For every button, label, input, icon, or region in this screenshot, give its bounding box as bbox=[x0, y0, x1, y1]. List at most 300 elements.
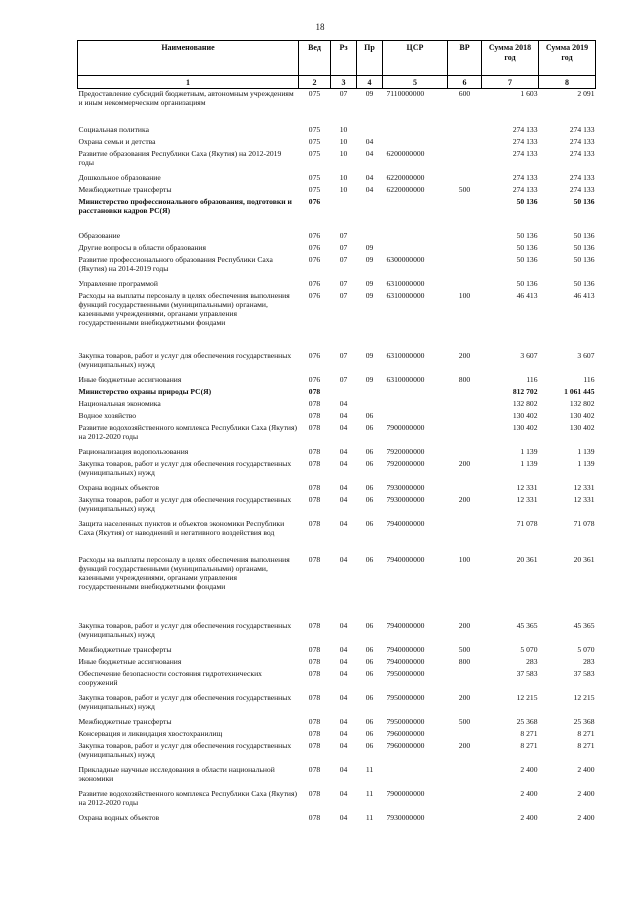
row-sum-2019: 1 061 445 bbox=[564, 386, 595, 396]
row-name: Охрана водных объектов bbox=[78, 482, 160, 492]
row-ved: 076 bbox=[308, 230, 321, 240]
row-rz: 04 bbox=[339, 446, 348, 456]
row-vr: 500 bbox=[458, 716, 471, 726]
row-csr: 7930000000 bbox=[386, 482, 425, 492]
row-vr: 100 bbox=[458, 290, 471, 300]
row-csr: 7950000000 bbox=[386, 692, 425, 702]
row-name: Водное хозяйство bbox=[78, 410, 137, 420]
row-csr bbox=[383, 231, 448, 243]
row-rz: 04 bbox=[339, 764, 348, 774]
table-row bbox=[78, 125, 596, 137]
row-pr: 04 bbox=[365, 136, 374, 146]
col-header-vr: ВР bbox=[448, 41, 482, 76]
row-sum-2019: 12 215 bbox=[573, 692, 595, 702]
row-rz: 07 bbox=[339, 89, 348, 98]
row-csr bbox=[383, 125, 448, 137]
row-rz bbox=[331, 197, 357, 231]
row-vr bbox=[448, 765, 482, 789]
row-ved: 076 bbox=[308, 350, 321, 360]
row-rz: 04 bbox=[339, 812, 348, 822]
table-row bbox=[78, 519, 596, 555]
row-ved: 075 bbox=[308, 136, 321, 146]
row-csr: 7960000000 bbox=[386, 728, 425, 738]
table-row bbox=[78, 717, 596, 729]
row-rz: 04 bbox=[339, 740, 348, 750]
row-ved: 078 bbox=[308, 386, 321, 396]
row-pr: 04 bbox=[365, 172, 374, 182]
row-pr: 06 bbox=[365, 668, 374, 678]
row-sum-2019: 1 139 bbox=[577, 458, 595, 468]
row-vr bbox=[448, 387, 482, 399]
col-number: 1 bbox=[78, 76, 299, 89]
row-sum-2018: 50 136 bbox=[516, 254, 538, 264]
row-ved: 078 bbox=[308, 668, 321, 678]
row-pr: 04 bbox=[365, 184, 374, 194]
row-vr bbox=[448, 519, 482, 555]
row-sum-2018: 1 139 bbox=[520, 446, 538, 456]
row-csr: 7900000000 bbox=[386, 422, 425, 432]
row-vr bbox=[448, 137, 482, 149]
row-vr: 500 bbox=[458, 644, 471, 654]
row-name: Закупка товаров, работ и услуг для обеспечения государственных (муниципальных) нужд bbox=[78, 740, 292, 759]
row-vr bbox=[448, 255, 482, 279]
row-name: Охрана семьи и детства bbox=[78, 136, 156, 146]
row-sum-2018: 283 bbox=[526, 656, 538, 666]
row-sum-2019: 130 402 bbox=[569, 410, 595, 420]
row-csr: 6310000000 bbox=[386, 374, 425, 384]
table-row bbox=[78, 645, 596, 657]
row-pr: 06 bbox=[365, 494, 374, 504]
row-rz: 10 bbox=[339, 184, 348, 194]
row-sum-2018: 50 136 bbox=[516, 242, 538, 252]
row-ved: 078 bbox=[308, 398, 321, 408]
row-ved: 075 bbox=[308, 148, 321, 158]
row-pr bbox=[357, 399, 383, 411]
col-header-sum-2019: Сумма 2019 год bbox=[539, 41, 596, 76]
table-row bbox=[78, 291, 596, 351]
row-vr bbox=[448, 149, 482, 173]
row-pr bbox=[357, 387, 383, 399]
row-csr: 7960000000 bbox=[386, 740, 425, 750]
row-sum-2019: 274 133 bbox=[569, 124, 595, 134]
col-number: 4 bbox=[357, 76, 383, 89]
row-name: Межбюджетные трансферты bbox=[78, 644, 172, 654]
row-pr: 06 bbox=[365, 410, 374, 420]
row-pr: 06 bbox=[365, 518, 374, 528]
row-ved: 078 bbox=[308, 518, 321, 528]
row-pr: 06 bbox=[365, 740, 374, 750]
table-row bbox=[78, 813, 596, 825]
row-csr: 6300000000 bbox=[386, 254, 425, 264]
row-name: Дошкольное образование bbox=[78, 172, 161, 182]
row-rz: 07 bbox=[339, 290, 348, 300]
row-pr: 06 bbox=[365, 554, 374, 564]
row-name: Закупка товаров, работ и услуг для обеспечения государственных (муниципальных) нужд bbox=[78, 350, 292, 369]
table-row bbox=[78, 375, 596, 387]
row-sum-2019: 71 078 bbox=[573, 518, 595, 528]
row-vr: 200 bbox=[458, 740, 471, 750]
row-sum-2018: 45 365 bbox=[516, 620, 538, 630]
row-name: Развитие профессионального образования Республики Саха (Якутия) на 2014-2019 годы bbox=[78, 254, 273, 273]
table-row bbox=[78, 89, 596, 125]
row-name: Закупка товаров, работ и услуг для обеспечения государственных (муниципальных) нужд bbox=[78, 620, 292, 639]
row-vr: 800 bbox=[458, 374, 471, 384]
budget-table bbox=[77, 40, 596, 825]
row-name: Защита населенных пунктов и объектов экономики Республики Саха (Якутия) от наводнений и негативного воздействия вод bbox=[78, 518, 285, 537]
row-ved: 075 bbox=[308, 184, 321, 194]
row-name: Закупка товаров, работ и услуг для обеспечения государственных (муниципальных) нужд bbox=[78, 494, 292, 513]
col-number: 2 bbox=[299, 76, 331, 89]
table-row bbox=[78, 279, 596, 291]
row-ved: 078 bbox=[308, 422, 321, 432]
row-csr: 7110000000 bbox=[386, 89, 425, 98]
row-ved: 076 bbox=[308, 374, 321, 384]
row-rz: 10 bbox=[339, 136, 348, 146]
row-sum-2019: 46 413 bbox=[573, 290, 595, 300]
row-vr: 600 bbox=[458, 89, 471, 98]
table-row bbox=[78, 741, 596, 765]
row-sum-2018: 130 402 bbox=[512, 422, 538, 432]
row-pr: 09 bbox=[365, 278, 374, 288]
row-name: Национальная экономика bbox=[78, 398, 161, 408]
row-sum-2019: 25 368 bbox=[573, 716, 595, 726]
row-name: Другие вопросы в области образования bbox=[78, 242, 206, 252]
row-csr: 7940000000 bbox=[386, 644, 425, 654]
row-vr bbox=[448, 173, 482, 185]
row-name: Развитие водохозяйственного комплекса Республики Саха (Якутия) на 2012-2020 годы bbox=[78, 788, 297, 807]
table-row bbox=[78, 789, 596, 813]
row-name: Обеспечение безопасности состояния гидротехнических сооружений bbox=[78, 668, 262, 687]
row-sum-2019: 274 133 bbox=[569, 148, 595, 158]
row-rz: 04 bbox=[339, 458, 348, 468]
row-vr bbox=[448, 279, 482, 291]
row-ved: 078 bbox=[308, 716, 321, 726]
row-pr: 04 bbox=[365, 148, 374, 158]
row-sum-2018: 50 136 bbox=[516, 278, 538, 288]
row-name: Прикладные научные исследования в области национальной экономики bbox=[78, 764, 275, 783]
page-number: 18 bbox=[315, 22, 325, 32]
row-ved: 078 bbox=[308, 656, 321, 666]
row-name: Закупка товаров, работ и услуг для обеспечения государственных (муниципальных) нужд bbox=[78, 458, 292, 477]
row-csr: 6310000000 bbox=[386, 350, 425, 360]
row-sum-2018: 274 133 bbox=[512, 124, 538, 134]
row-sum-2019: 45 365 bbox=[573, 620, 595, 630]
row-name: Расходы на выплаты персоналу в целях обеспечения выполнения функций государственными (муниципальными) органами, казенными учреждениями, органами управления государственными внебюджетными фондами bbox=[78, 554, 290, 592]
row-sum-2019: 130 402 bbox=[569, 422, 595, 432]
row-ved: 075 bbox=[308, 172, 321, 182]
col-number: 8 bbox=[539, 76, 596, 89]
row-csr: 6310000000 bbox=[386, 290, 425, 300]
row-rz: 04 bbox=[339, 398, 348, 408]
row-rz: 07 bbox=[339, 374, 348, 384]
row-sum-2019: 50 136 bbox=[573, 230, 595, 240]
table-body bbox=[78, 89, 596, 825]
row-rz: 07 bbox=[339, 254, 348, 264]
row-sum-2018: 50 136 bbox=[516, 196, 538, 206]
row-name: Развитие образования Республики Саха (Якутия) на 2012-2019 годы bbox=[78, 148, 282, 167]
row-sum-2019: 116 bbox=[583, 374, 595, 384]
row-ved: 078 bbox=[308, 620, 321, 630]
col-header-csr: ЦСР bbox=[383, 41, 448, 76]
row-vr: 100 bbox=[458, 554, 471, 564]
row-sum-2019: 3 607 bbox=[577, 350, 595, 360]
row-vr bbox=[448, 411, 482, 423]
row-name: Иные бюджетные ассигнования bbox=[78, 374, 182, 384]
row-sum-2019: 50 136 bbox=[573, 196, 595, 206]
row-vr bbox=[448, 483, 482, 495]
table-row bbox=[78, 765, 596, 789]
row-sum-2018: 46 413 bbox=[516, 290, 538, 300]
table-row bbox=[78, 657, 596, 669]
row-sum-2019: 2 400 bbox=[577, 764, 595, 774]
row-sum-2018: 2 400 bbox=[520, 788, 538, 798]
row-name: Консервация и ликвидация хвостохранилищ bbox=[78, 728, 223, 738]
row-pr: 09 bbox=[365, 254, 374, 264]
row-csr bbox=[383, 243, 448, 255]
table-row bbox=[78, 149, 596, 173]
table-row bbox=[78, 459, 596, 483]
row-pr: 09 bbox=[365, 242, 374, 252]
row-ved: 078 bbox=[308, 728, 321, 738]
row-sum-2019: 283 bbox=[583, 656, 595, 666]
row-sum-2019: 2 400 bbox=[577, 788, 595, 798]
table-row bbox=[78, 387, 596, 399]
row-name: Рационализация водопользования bbox=[78, 446, 189, 456]
row-rz: 07 bbox=[339, 278, 348, 288]
row-rz: 04 bbox=[339, 518, 348, 528]
row-name: Закупка товаров, работ и услуг для обеспечения государственных (муниципальных) нужд bbox=[78, 692, 292, 711]
row-vr: 200 bbox=[458, 494, 471, 504]
row-vr bbox=[448, 789, 482, 813]
row-name: Расходы на выплаты персоналу в целях обеспечения выполнения функций государственными (муниципальными) органами, казенными учреждениями, органами управления государственными внебюджетными фондами bbox=[78, 290, 290, 328]
row-ved: 078 bbox=[308, 446, 321, 456]
row-rz: 04 bbox=[339, 716, 348, 726]
row-ved: 078 bbox=[308, 458, 321, 468]
row-csr: 7930000000 bbox=[386, 812, 425, 822]
row-csr: 7940000000 bbox=[386, 656, 425, 666]
row-ved: 078 bbox=[308, 764, 321, 774]
row-name: Министерство охраны природы РС(Я) bbox=[78, 386, 212, 396]
row-csr: 6220000000 bbox=[386, 184, 425, 194]
col-header-pr: Пр bbox=[357, 41, 383, 76]
row-sum-2018: 12 215 bbox=[516, 692, 538, 702]
row-pr: 11 bbox=[365, 764, 374, 774]
row-name: Предоставление субсидий бюджетным, автономным учреждениям и иным некоммерческим организациям bbox=[78, 89, 294, 108]
row-ved: 078 bbox=[308, 410, 321, 420]
col-header-sum-2018: Сумма 2018 год bbox=[482, 41, 539, 76]
table-row bbox=[78, 669, 596, 693]
row-sum-2018: 274 133 bbox=[512, 184, 538, 194]
col-header-rz: Рз bbox=[331, 41, 357, 76]
row-vr: 800 bbox=[458, 656, 471, 666]
table-row bbox=[78, 231, 596, 243]
row-vr bbox=[448, 669, 482, 693]
table-row bbox=[78, 243, 596, 255]
row-sum-2018: 37 583 bbox=[516, 668, 538, 678]
row-sum-2018: 25 368 bbox=[516, 716, 538, 726]
row-ved: 078 bbox=[308, 494, 321, 504]
row-pr: 11 bbox=[365, 812, 374, 822]
row-pr: 09 bbox=[365, 89, 374, 98]
table-row bbox=[78, 693, 596, 717]
row-rz: 04 bbox=[339, 620, 348, 630]
row-sum-2019: 50 136 bbox=[573, 254, 595, 264]
row-pr bbox=[357, 125, 383, 137]
row-sum-2019: 20 361 bbox=[573, 554, 595, 564]
col-header-ved: Вед bbox=[299, 41, 331, 76]
row-rz: 04 bbox=[339, 422, 348, 432]
row-rz: 07 bbox=[339, 350, 348, 360]
row-vr bbox=[448, 399, 482, 411]
row-pr: 06 bbox=[365, 644, 374, 654]
row-name: Управление программой bbox=[78, 278, 158, 288]
row-name: Образование bbox=[78, 230, 121, 240]
table-row bbox=[78, 137, 596, 149]
row-ved: 075 bbox=[308, 89, 321, 98]
row-pr: 06 bbox=[365, 656, 374, 666]
row-csr bbox=[383, 197, 448, 231]
row-name: Министерство профессионального образования, подготовки и расстановки кадров РС(Я) bbox=[78, 196, 292, 215]
row-sum-2018: 2 400 bbox=[520, 812, 538, 822]
row-csr: 7920000000 bbox=[386, 458, 425, 468]
row-sum-2019: 2 400 bbox=[577, 812, 595, 822]
row-vr bbox=[448, 423, 482, 447]
row-vr bbox=[448, 813, 482, 825]
row-ved: 076 bbox=[308, 242, 321, 252]
row-pr: 06 bbox=[365, 422, 374, 432]
row-name: Социальная политика bbox=[78, 124, 149, 134]
row-pr: 09 bbox=[365, 350, 374, 360]
col-number: 5 bbox=[383, 76, 448, 89]
table-row bbox=[78, 185, 596, 197]
row-vr bbox=[448, 231, 482, 243]
row-name: Межбюджетные трансферты bbox=[78, 184, 172, 194]
row-pr: 06 bbox=[365, 692, 374, 702]
row-sum-2018: 1 603 bbox=[520, 89, 538, 98]
row-ved: 076 bbox=[308, 290, 321, 300]
row-sum-2018: 274 133 bbox=[512, 172, 538, 182]
row-name: Иные бюджетные ассигнования bbox=[78, 656, 182, 666]
row-ved: 078 bbox=[308, 644, 321, 654]
row-sum-2018: 12 331 bbox=[516, 494, 538, 504]
row-ved: 076 bbox=[308, 254, 321, 264]
row-csr: 7950000000 bbox=[386, 716, 425, 726]
row-vr: 200 bbox=[458, 620, 471, 630]
row-rz: 04 bbox=[339, 554, 348, 564]
table-row bbox=[78, 197, 596, 231]
row-rz: 10 bbox=[339, 124, 348, 134]
row-sum-2019: 132 802 bbox=[569, 398, 595, 408]
row-sum-2018: 71 078 bbox=[516, 518, 538, 528]
row-rz: 10 bbox=[339, 172, 348, 182]
row-sum-2018: 812 702 bbox=[512, 386, 538, 396]
row-sum-2019: 37 583 bbox=[573, 668, 595, 678]
row-csr: 6220000000 bbox=[386, 172, 425, 182]
table-row bbox=[78, 173, 596, 185]
row-pr: 06 bbox=[365, 482, 374, 492]
table-row bbox=[78, 255, 596, 279]
row-pr: 06 bbox=[365, 728, 374, 738]
row-rz bbox=[331, 387, 357, 399]
row-sum-2018: 8 271 bbox=[520, 740, 538, 750]
row-ved: 078 bbox=[308, 812, 321, 822]
row-sum-2018: 2 400 bbox=[520, 764, 538, 774]
row-sum-2018: 20 361 bbox=[516, 554, 538, 564]
row-ved: 076 bbox=[308, 196, 321, 206]
row-pr: 06 bbox=[365, 458, 374, 468]
row-ved: 075 bbox=[308, 124, 321, 134]
row-sum-2018: 130 402 bbox=[512, 410, 538, 420]
table-row bbox=[78, 423, 596, 447]
row-sum-2019: 50 136 bbox=[573, 242, 595, 252]
row-csr bbox=[383, 411, 448, 423]
row-vr bbox=[448, 125, 482, 137]
row-rz: 10 bbox=[339, 148, 348, 158]
row-csr bbox=[383, 137, 448, 149]
row-pr: 06 bbox=[365, 446, 374, 456]
row-pr bbox=[357, 197, 383, 231]
row-csr bbox=[383, 399, 448, 411]
row-sum-2019: 274 133 bbox=[569, 136, 595, 146]
row-vr bbox=[448, 447, 482, 459]
col-header-name: Наименование bbox=[78, 41, 299, 76]
row-ved: 078 bbox=[308, 740, 321, 750]
row-sum-2019: 274 133 bbox=[569, 172, 595, 182]
row-csr: 7940000000 bbox=[386, 554, 425, 564]
row-sum-2018: 116 bbox=[526, 374, 538, 384]
row-pr: 11 bbox=[365, 788, 374, 798]
row-sum-2019: 1 139 bbox=[577, 446, 595, 456]
row-csr: 7900000000 bbox=[386, 788, 425, 798]
row-sum-2019: 2 091 bbox=[577, 89, 595, 98]
row-rz: 07 bbox=[339, 230, 348, 240]
row-ved: 078 bbox=[308, 482, 321, 492]
row-rz: 04 bbox=[339, 692, 348, 702]
row-sum-2018: 132 802 bbox=[512, 398, 538, 408]
table-row bbox=[78, 411, 596, 423]
row-sum-2018: 8 271 bbox=[520, 728, 538, 738]
table-row bbox=[78, 555, 596, 621]
row-rz: 04 bbox=[339, 482, 348, 492]
row-sum-2019: 50 136 bbox=[573, 278, 595, 288]
row-sum-2018: 1 139 bbox=[520, 458, 538, 468]
row-csr bbox=[383, 387, 448, 399]
table-row bbox=[78, 621, 596, 645]
row-rz: 04 bbox=[339, 494, 348, 504]
row-pr: 09 bbox=[365, 374, 374, 384]
row-rz: 04 bbox=[339, 644, 348, 654]
row-sum-2018: 12 331 bbox=[516, 482, 538, 492]
row-sum-2018: 274 133 bbox=[512, 148, 538, 158]
row-sum-2018: 274 133 bbox=[512, 136, 538, 146]
row-rz: 07 bbox=[339, 242, 348, 252]
row-sum-2018: 5 070 bbox=[520, 644, 538, 654]
row-sum-2019: 12 331 bbox=[573, 482, 595, 492]
row-rz: 04 bbox=[339, 728, 348, 738]
row-vr: 200 bbox=[458, 692, 471, 702]
row-pr: 09 bbox=[365, 290, 374, 300]
row-csr: 7930000000 bbox=[386, 494, 425, 504]
row-ved: 076 bbox=[308, 278, 321, 288]
row-ved: 078 bbox=[308, 554, 321, 564]
row-sum-2018: 50 136 bbox=[516, 230, 538, 240]
row-vr: 200 bbox=[458, 350, 471, 360]
row-csr: 6200000000 bbox=[386, 148, 425, 158]
row-ved: 078 bbox=[308, 692, 321, 702]
row-rz: 04 bbox=[339, 788, 348, 798]
col-number: 7 bbox=[482, 76, 539, 89]
row-name: Охрана водных объектов bbox=[78, 812, 160, 822]
